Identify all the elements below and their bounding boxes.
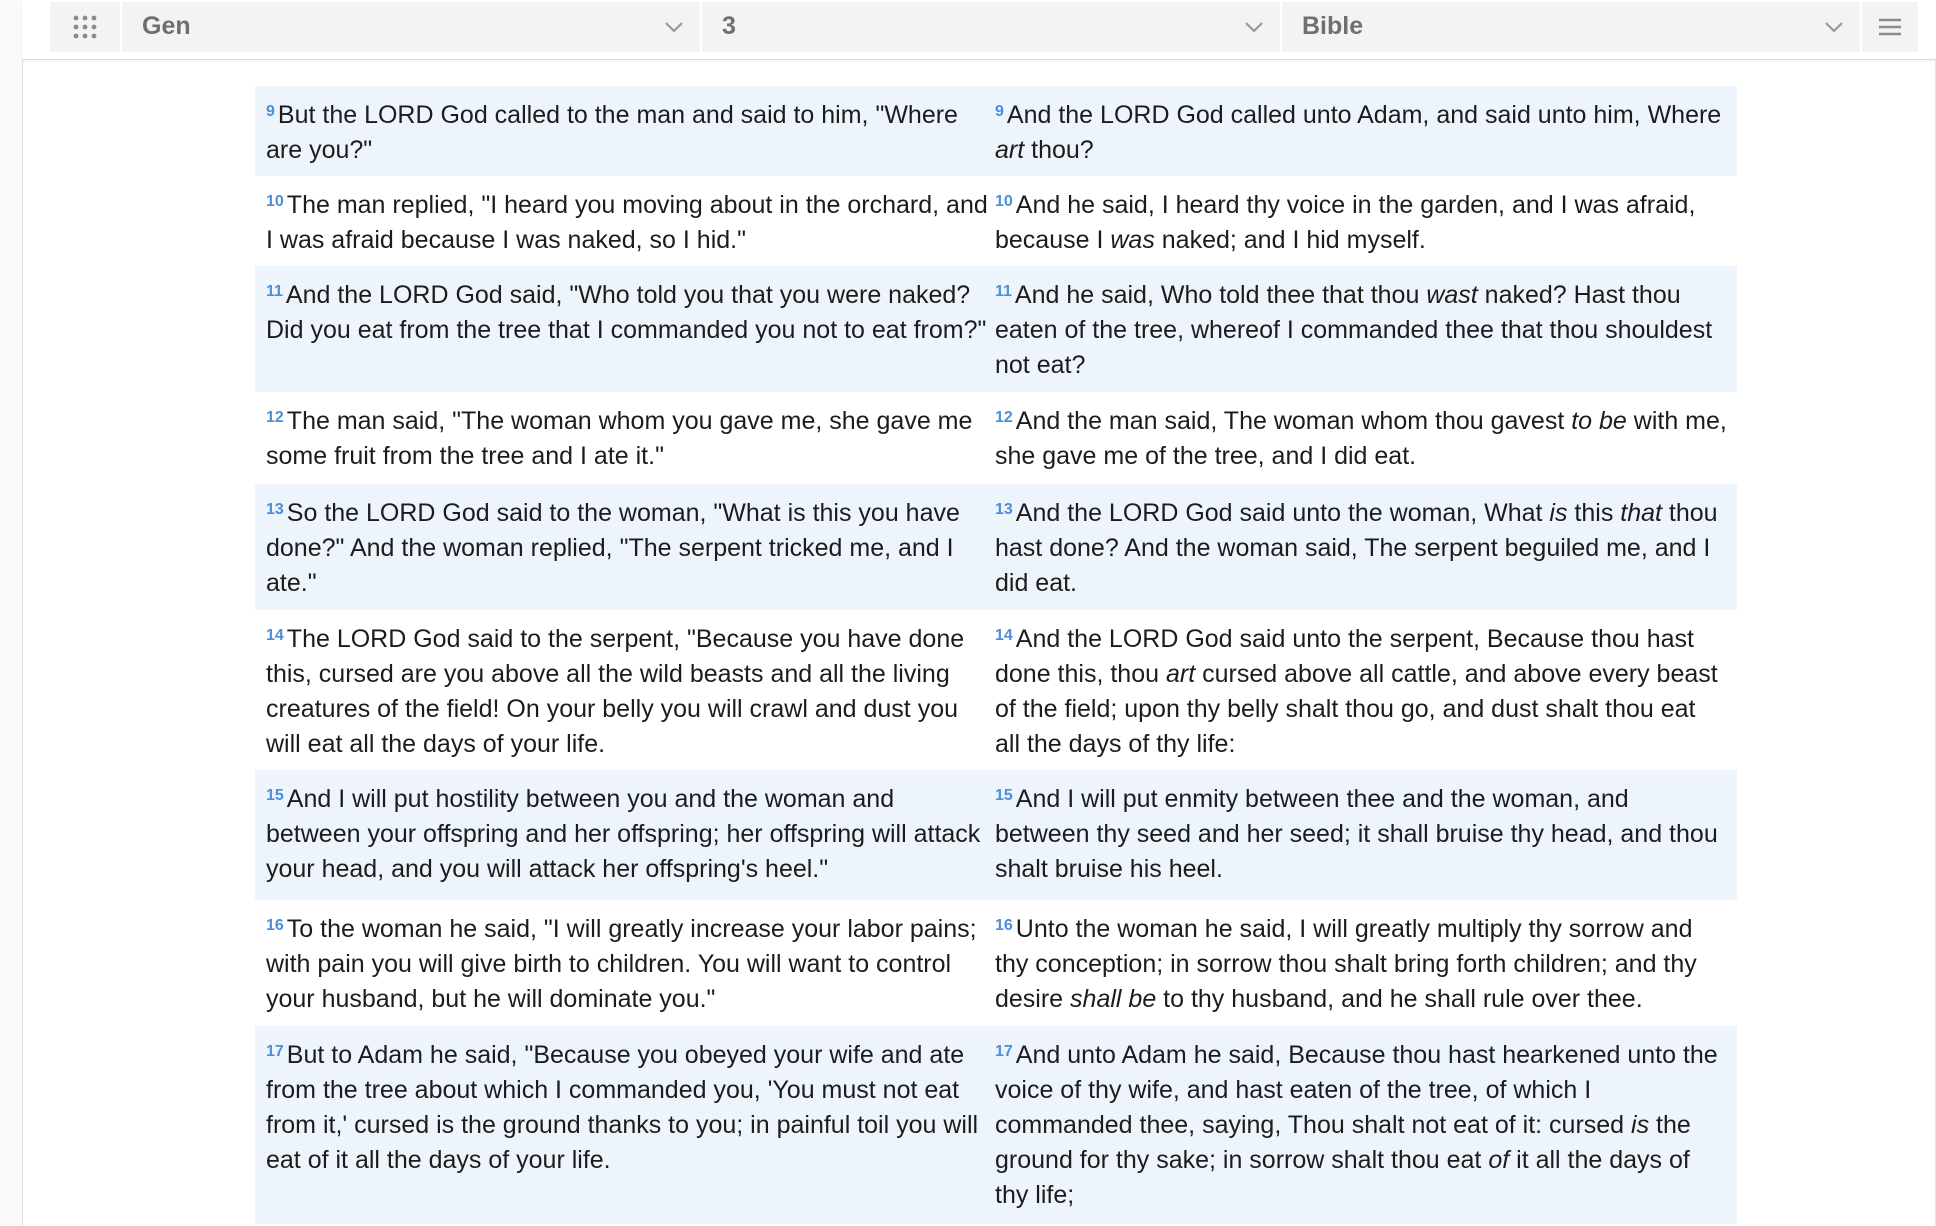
navigation-toolbar	[22, 0, 1936, 60]
verse-text-modern	[255, 484, 995, 610]
left-gutter	[0, 0, 23, 1226]
verse-number[interactable]: 15	[266, 787, 284, 804]
italic-word: shall be	[1070, 985, 1157, 1013]
verse-number[interactable]: 16	[266, 917, 284, 934]
verse-number[interactable]: 11	[266, 283, 283, 300]
verse-number[interactable]: 17	[995, 1043, 1013, 1060]
italic-word: is	[1549, 499, 1568, 527]
verse-text-kjv	[995, 176, 1737, 266]
verse-number[interactable]: 17	[266, 1043, 284, 1060]
verse-row	[255, 266, 1737, 392]
verse-row	[255, 176, 1737, 266]
book-selector[interactable]	[122, 2, 700, 52]
chapter-selector[interactable]	[702, 2, 1280, 52]
verse-text: And unto Adam he said, Because thou hast hearkened unto the voice of thy wife, and hast eaten of the tree, of which I commanded thee, saying, Thou shalt not eat of it: cursed	[995, 1041, 1718, 1139]
verse-number[interactable]: 11	[995, 283, 1012, 300]
verse-text: And the LORD God said, "Who told you that you were naked? Did you eat from the tree that I commanded you not to eat from?"	[266, 281, 987, 344]
verse-text-kjv	[995, 392, 1737, 484]
verse-text-modern	[255, 176, 995, 266]
verse-number[interactable]: 9	[995, 103, 1004, 120]
verse-text-modern	[255, 1026, 995, 1224]
verse-text: And I will put hostility between you and the woman and between your offspring and her offspring; her offspring will attack your head, and you will attack her offspring's heel."	[266, 785, 981, 883]
verse-text: And the LORD God said unto the serpent, Because thou hast done this, thou	[995, 625, 1695, 688]
verse-text-kjv	[995, 610, 1737, 770]
verse-row	[255, 86, 1737, 176]
menu-button[interactable]	[1862, 2, 1918, 52]
verse-number[interactable]: 15	[995, 787, 1013, 804]
italic-word: art	[1165, 660, 1196, 688]
verse-text: the ground for thy sake; in sorrow shalt thou eat	[995, 1111, 1691, 1174]
chapter-selector-value: 3	[722, 12, 736, 40]
verse-row	[255, 392, 1737, 484]
verse-text: And I will put enmity between thee and the woman, and between thy seed and her seed; it shall bruise thy head, and thou shalt bruise his heel.	[995, 785, 1718, 883]
verse-number[interactable]: 12	[266, 409, 284, 426]
verse-text-modern	[255, 392, 995, 484]
verse-number[interactable]: 10	[266, 193, 284, 210]
verse-text: And the man said, The woman whom thou gavest	[1015, 407, 1572, 435]
verse-text-kjv	[995, 1026, 1737, 1224]
verse-text: But to Adam he said, "Because you obeyed your wife and ate from the tree about which I commanded you, 'You must not eat from it,' cursed is the ground thanks to you; in painful toil you will eat of it all the days of your life.	[266, 1041, 979, 1174]
verse-text-kjv	[995, 770, 1737, 900]
verse-text-modern	[255, 900, 995, 1026]
verse-text: The LORD God said to the serpent, "Because you have done this, cursed are you above all the wild beasts and all the living creatures of the field! On your belly you will crawl and dust you will eat all the days of your life.	[266, 625, 965, 758]
apps-grid-icon	[72, 14, 98, 40]
verse-text: And he said, Who told thee that thou	[1014, 281, 1427, 309]
verse-row	[255, 900, 1737, 1026]
apps-button[interactable]	[50, 2, 120, 52]
verse-row	[255, 770, 1737, 900]
verse-text-kjv	[995, 900, 1737, 1026]
chevron-down-icon	[1824, 21, 1844, 33]
book-selector-value: Gen	[142, 12, 191, 40]
italic-word: that	[1620, 499, 1662, 527]
verse-text: And the LORD God called unto Adam, and said unto him, Where	[1006, 101, 1722, 129]
verse-text-kjv	[995, 484, 1737, 610]
verse-text: this	[1567, 499, 1621, 527]
verse-text: So the LORD God said to the woman, "What is this you have done?" And the woman replied, "The serpent tricked me, and I ate."	[266, 499, 960, 597]
verse-text: Unto the woman he said, I will greatly multiply thy sorrow and thy conception; in sorrow thou shalt bring forth children; and thy desire	[995, 915, 1697, 1013]
verse-number[interactable]: 14	[266, 627, 284, 644]
verse-text-modern	[255, 610, 995, 770]
italic-word: is	[1631, 1111, 1650, 1139]
verse-text: with me, she gave me of the tree, and I did eat.	[995, 407, 1727, 470]
verse-text: it all the days of thy life;	[995, 1146, 1690, 1209]
verse-number[interactable]: 13	[266, 501, 284, 518]
verse-text: naked? Hast thou eaten of the tree, whereof I commanded thee that thou shouldest not eat?	[995, 281, 1713, 379]
verse-number[interactable]: 10	[995, 193, 1013, 210]
verse-text-kjv	[995, 86, 1737, 176]
verse-text-modern	[255, 770, 995, 900]
verse-row	[255, 484, 1737, 610]
verse-text: naked; and I hid myself.	[1154, 226, 1426, 254]
verse-text: And the LORD God said unto the woman, What	[1015, 499, 1550, 527]
verse-number[interactable]: 9	[266, 103, 275, 120]
version-selector-value: Bible	[1302, 12, 1364, 40]
italic-word: to be	[1571, 407, 1627, 435]
hamburger-menu-icon	[1878, 17, 1902, 37]
verse-text: to thy husband, and he shall rule over thee.	[1156, 985, 1643, 1013]
verse-text: The man said, "The woman whom you gave me, she gave me some fruit from the tree and I ate it."	[266, 407, 973, 470]
italic-word: was	[1110, 226, 1155, 254]
verse-text: But the LORD God called to the man and said to him, "Where are you?"	[266, 101, 958, 164]
verse-text: cursed above all cattle, and above every beast of the field; upon thy belly shalt thou go, and dust shalt thou eat all the days of thy life:	[995, 660, 1718, 758]
verse-text-modern	[255, 266, 995, 392]
verse-row	[255, 1026, 1737, 1224]
italic-word: of	[1488, 1146, 1510, 1174]
verse-number[interactable]: 13	[995, 501, 1013, 518]
verse-row	[255, 610, 1737, 770]
verse-text: And he said, I heard thy voice in the garden, and I was afraid, because I	[995, 191, 1696, 254]
verse-number[interactable]: 12	[995, 409, 1013, 426]
italic-word: wast	[1426, 281, 1478, 309]
verse-text: thou hast done? And the woman said, The serpent beguiled me, and I did eat.	[995, 499, 1718, 597]
verse-text: The man replied, "I heard you moving about in the orchard, and I was afraid because I was naked, so I hid."	[266, 191, 988, 254]
italic-word: art	[995, 136, 1025, 164]
verse-text: To the woman he said, "I will greatly increase your labor pains; with pain you will give birth to children. You will want to control your husband, but he will dominate you."	[266, 915, 977, 1013]
chevron-down-icon	[1244, 21, 1264, 33]
verse-number[interactable]: 16	[995, 917, 1013, 934]
verse-number[interactable]: 14	[995, 627, 1013, 644]
verse-text: thou?	[1024, 136, 1094, 164]
version-selector[interactable]	[1282, 2, 1860, 52]
chevron-down-icon	[664, 21, 684, 33]
verse-text-modern	[255, 86, 995, 176]
verse-text-kjv	[995, 266, 1737, 392]
